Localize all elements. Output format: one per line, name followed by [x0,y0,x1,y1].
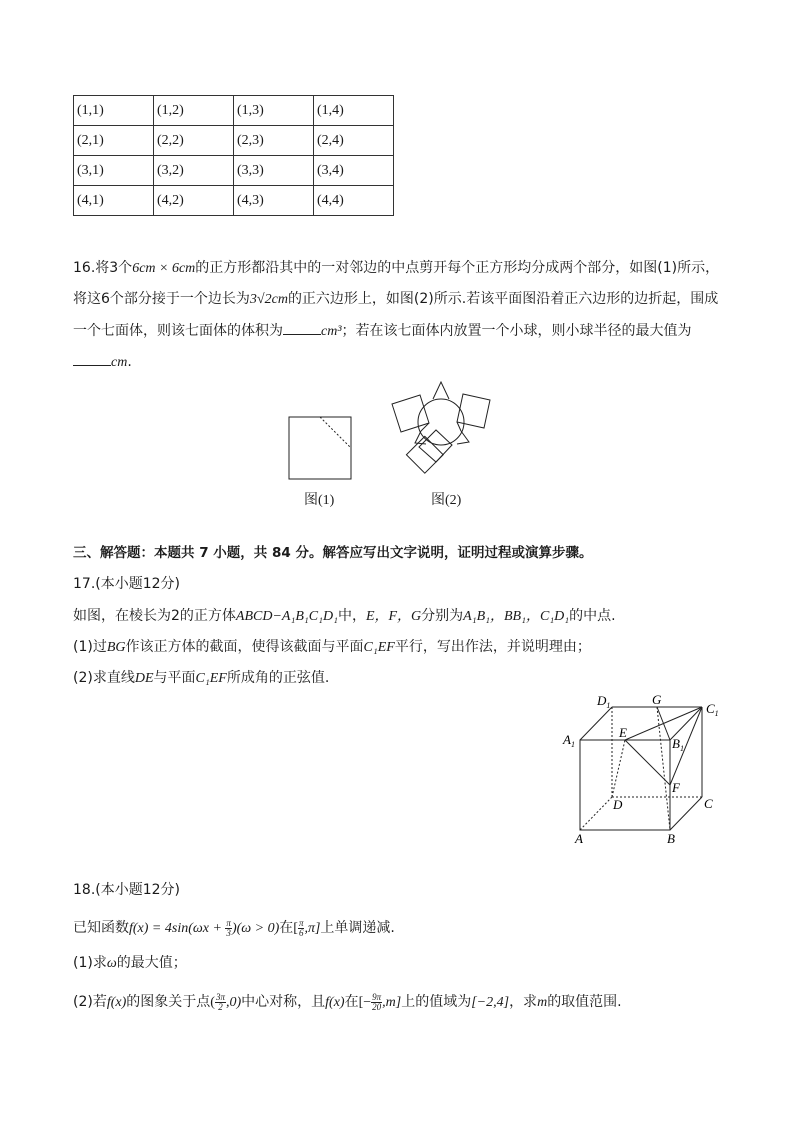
table-cell: (4,3) [234,186,314,216]
label-C: C [704,796,713,811]
q17-part2: (2)求直线DE与平面C₁EF所成角的正弦值. [73,670,330,686]
table-row [74,156,394,186]
figure-1-caption: 图(1) [304,493,335,508]
table-cell: (2,3) [234,126,314,156]
label-F: F [672,780,680,795]
section-3-heading: 三、解答题：本题共 7 小题，共 84 分。解答应写出文字说明，证明过程或演算步骤。 [73,545,593,561]
figure-2-net [385,375,507,490]
table-cell: (2,2) [154,126,234,156]
q16-line3: 一个七面体，则该七面体的体积为 cm³；若在该七面体内放置一个小球，则小球半径的最大值为 [73,320,692,342]
table-cell: (4,2) [154,186,234,216]
table-cell: (1,2) [154,96,234,126]
q17-part1: (1)过BG作该正方体的截面，使得该截面与平面C₁EF平行，写出作法，并说明理由； [73,639,591,655]
label-C1: $C_1$ [706,701,719,718]
label-A1: $A_1$ [563,732,575,749]
table-cell: (1,1) [74,96,154,126]
label-B1: $B_1$ [672,736,684,753]
label-D1: $D_1$ [597,693,611,710]
coordinate-table [73,95,394,216]
label-E: E [619,725,627,740]
table-cell: (2,1) [74,126,154,156]
label-G: G [652,692,662,707]
q18-part2: (2)若f(x)的图象关于点( $\frac{3\pi}{2}$ ,0)中心对称，且f(x)在[− $\frac{9\pi}{20}$ ,m]上的值域为[−2,4]，求m的取值范围. [73,991,622,1012]
q16-line1: 16.将3个6cm × 6cm的正方形都沿其中的一对邻边的中点剪开每个正方形均分成两个部分，如图(1)所示， [73,260,720,276]
table-cell: (3,2) [154,156,234,186]
table-row [74,186,394,216]
table-cell: (1,3) [234,96,314,126]
table-cell: (3,1) [74,156,154,186]
q17-stem: 如图，在棱长为2的正方体ABCD−A₁B₁C₁D₁中，E，F，G分别为A₁B₁，BB₁，C₁D₁的中点. [73,608,616,624]
cube-front-face [580,740,670,830]
label-A: A [575,831,583,846]
q18-stem: 已知函数f(x) = 4sin(ωx + $\frac{\pi}{3}$ )(ω > 0)在[ $\frac{\pi}{6}$ ,π]上单调递减. [73,917,395,938]
q18-header: 18.(本小题12分) [73,882,181,898]
q18-part1: (1)求ω的最大值； [73,955,187,971]
figure-2-caption: 图(2) [431,493,462,508]
answer-blank-radius [73,351,111,366]
table-cell: (4,1) [74,186,154,216]
q16-line4: cm. [73,351,132,373]
q16-line2: 将这6个部分接于一个边长为3√2cm的正六边形上，如图(2)所示.若该平面图沿着正六边形的边折起，围成 [73,291,719,307]
table-cell: (1,4) [314,96,394,126]
table-cell: (2,4) [314,126,394,156]
label-B: B [667,831,675,846]
label-D: D [613,797,623,812]
table-cell: (4,4) [314,186,394,216]
figure-1-square [285,412,355,484]
table-row [74,96,394,126]
q17-header: 17.(本小题12分) [73,576,181,592]
table-cell: (3,3) [234,156,314,186]
table-row [74,126,394,156]
answer-blank-volume [283,320,321,335]
cube-figure [560,690,730,850]
table-cell: (3,4) [314,156,394,186]
